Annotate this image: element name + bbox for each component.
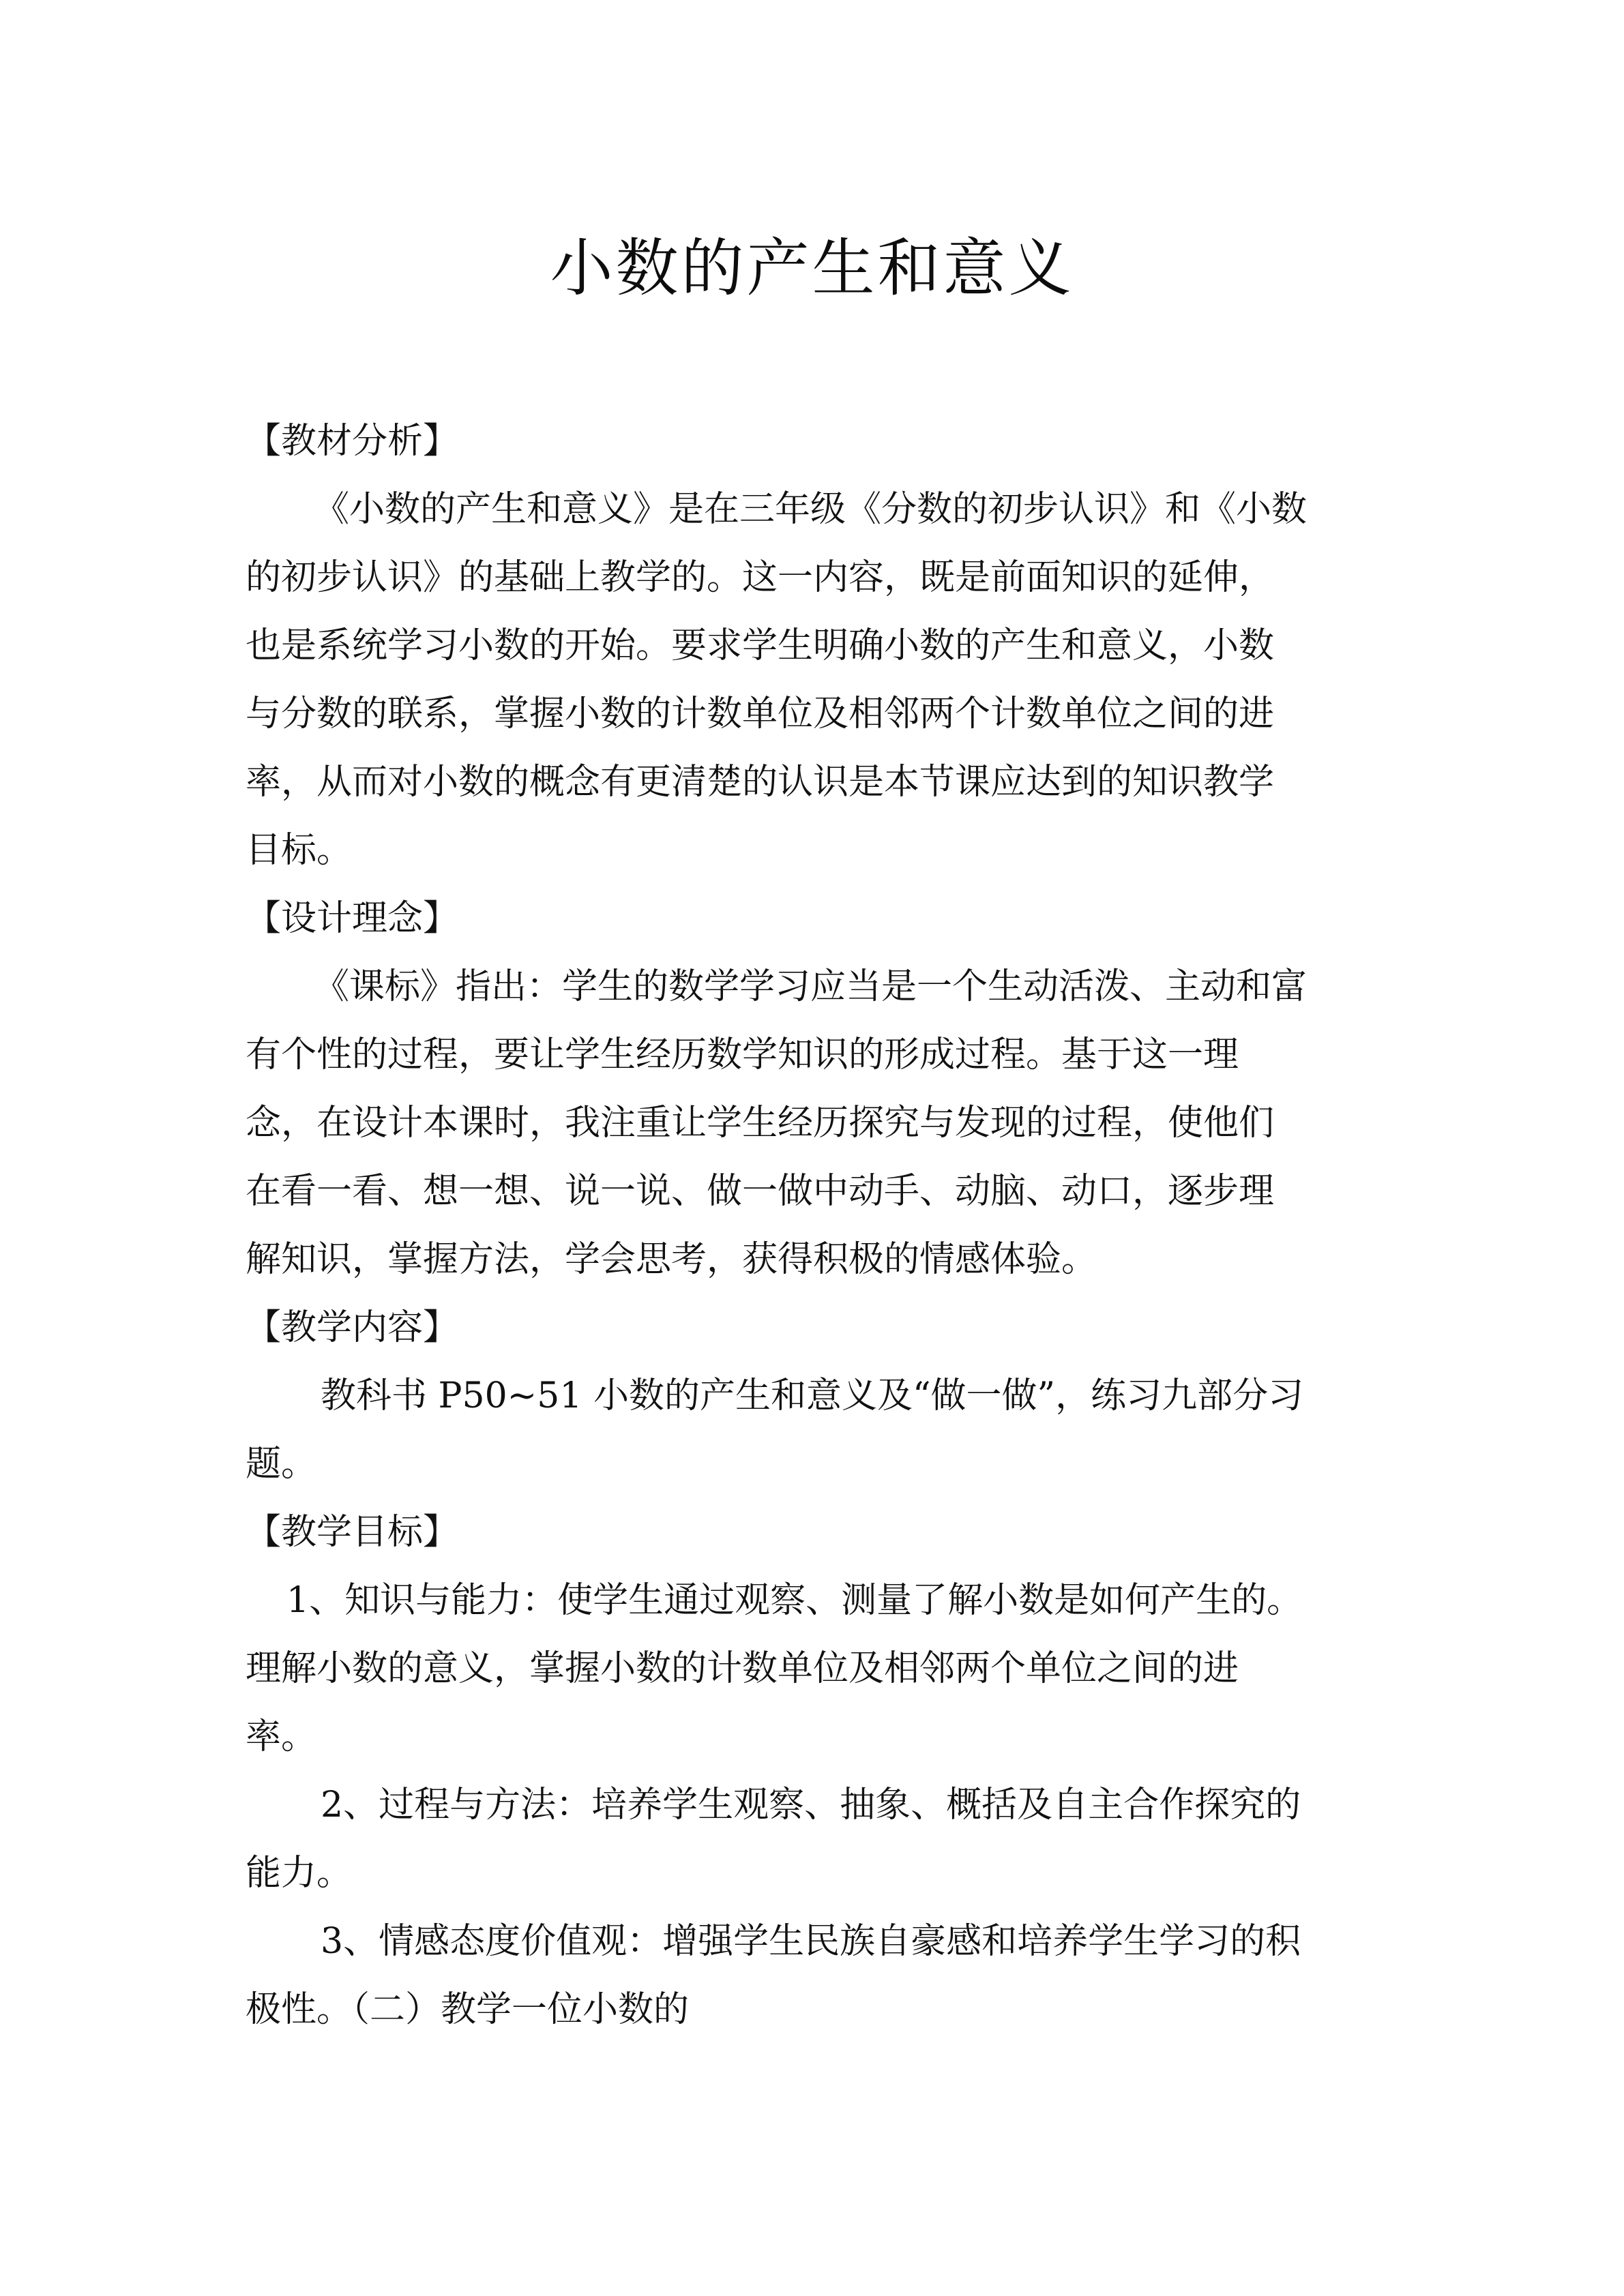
text-line: 题。 xyxy=(246,1444,317,1485)
text-line: 教科书 P50~51 小数的产生和意义及“做一做”，练习九部分习 xyxy=(321,1375,1304,1416)
goal-emotion-attitude-values xyxy=(246,1907,1378,2044)
goal-knowledge-ability xyxy=(246,1566,1378,1771)
text-line: 目标。 xyxy=(246,830,353,871)
text-line: 极性。（二）教学一位小数的 xyxy=(246,1989,690,2030)
text-line: 念，在设计本课时，我注重让学生经历探究与发现的过程，使他们 xyxy=(246,1103,1275,1144)
text-line: 解知识，掌握方法，学会思考，获得积极的情感体验。 xyxy=(246,1239,1097,1280)
page-title: 小数的产生和意义 xyxy=(550,231,1074,305)
paragraph-textbook-analysis xyxy=(246,475,1378,884)
paragraph-design-concept xyxy=(246,953,1378,1294)
goal-process-method xyxy=(246,1771,1378,1907)
text-line: 也是系统学习小数的开始。要求学生明确小数的产生和意义，小数 xyxy=(246,625,1275,666)
text-line: 理解小数的意义，掌握小数的计数单位及相邻两个单位之间的进 xyxy=(246,1648,1239,1689)
section-heading-textbook-analysis: 【教材分析】 xyxy=(246,421,459,462)
paragraph-teaching-content xyxy=(246,1362,1378,1498)
text-line: 《课标》指出：学生的数学学习应当是一个生动活泼、主动和富 xyxy=(314,966,1308,1007)
text-line: 在看一看、想一想、说一说、做一做中动手、动脑、动口，逐步理 xyxy=(246,1171,1275,1212)
text-line: 率。 xyxy=(246,1716,317,1757)
section-heading-teaching-goals: 【教学目标】 xyxy=(246,1512,459,1553)
document-body xyxy=(246,407,1378,2044)
text-line: 1、知识与能力：使学生通过观察、测量了解小数是如何产生的。 xyxy=(286,1580,1303,1621)
text-line: 能力。 xyxy=(246,1853,353,1894)
section-heading-design-concept: 【设计理念】 xyxy=(246,898,459,939)
text-line: 有个性的过程，要让学生经历数学知识的形成过程。基于这一理 xyxy=(246,1034,1239,1075)
text-line: 3、情感态度价值观：增强学生民族自豪感和培养学生学习的积 xyxy=(321,1921,1301,1962)
section-heading-teaching-content: 【教学内容】 xyxy=(246,1307,459,1348)
text-line: 率，从而对小数的概念有更清楚的认识是本节课应达到的知识教学 xyxy=(246,762,1275,803)
text-line: 2、过程与方法：培养学生观察、抽象、概括及自主合作探究的 xyxy=(321,1785,1301,1825)
text-line: 《小数的产生和意义》是在三年级《分数的初步认识》和《小数 xyxy=(314,489,1308,530)
text-line: 的初步认识》的基础上教学的。这一内容，既是前面知识的延伸， xyxy=(246,557,1275,598)
text-line: 与分数的联系，掌握小数的计数单位及相邻两个计数单位之间的进 xyxy=(246,694,1275,734)
